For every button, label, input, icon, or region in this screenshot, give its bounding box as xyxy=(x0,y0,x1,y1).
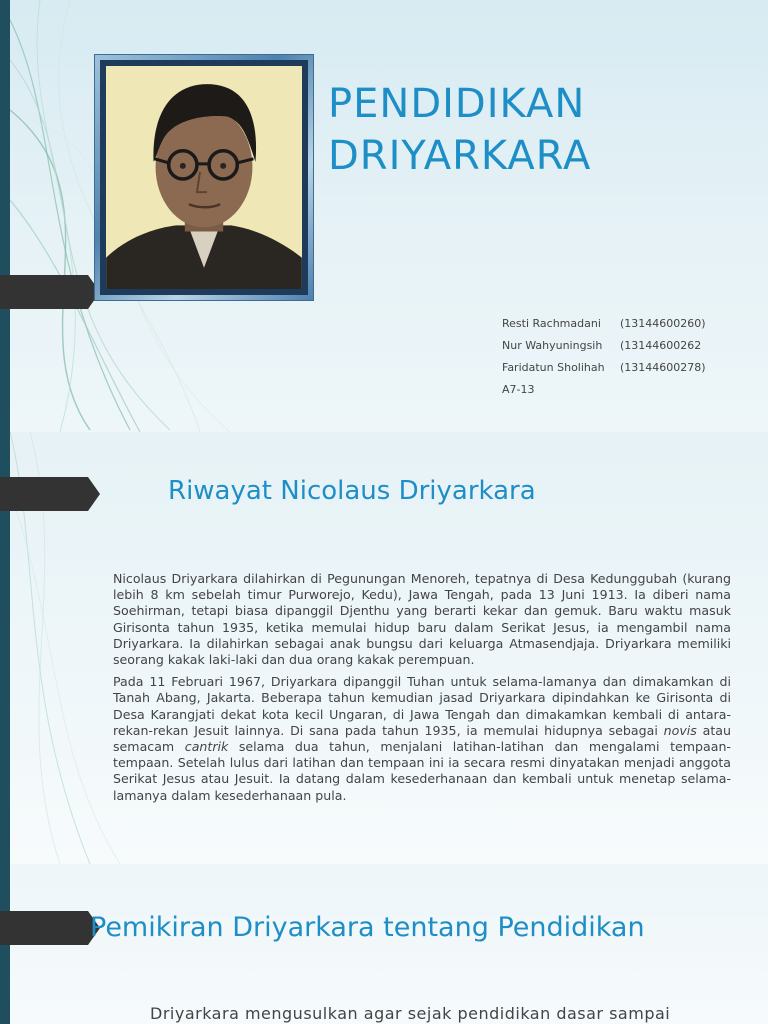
paragraph-2: Pada 11 Februari 1967, Driyarkara dipanggil Tuhan untuk selama-lamanya dan dimakamkan di Tanah Abang, Jakarta. Beberapa tahun kemudian jasad Driyarkara dipindahkan ke Girisonta di Desa Karangjati dekat kota kecil Ungaran, di Jawa Tengah dan dimakamkan kembali di antara-rekan-rekan Jesuit lainnya. Di sana pada tahun 1935, ia memulai hidupnya sebagai novis atau semacam cantrik selama dua tahun, menjalani latihan-latihan dan mengalami tempaan-tempaan. Setelah lulus dari latihan dan tempaan ini ia secara resmi dinyatakan menjadi anggota Serikat Jesus atau Jesuit. Ia datang dalam kesederhanaan dan kembali untuk menetap selama-lamanya dalam kesederhanaan pula. xyxy=(113,674,732,803)
arrow-tab-icon xyxy=(0,477,100,511)
slide-title xyxy=(328,78,591,182)
paragraph-1: Nicolaus Driyarkara dilahirkan di Pegunungan Menoreh, tepatnya di Desa Kedunggubah (kurang lebih 8 km sebelah timur Purworejo, Kedu), Jawa Tengah, pada 13 Juni 1913. Ia diberi nama Soehirman, tetapi biasa dipanggil Djenthu yang berarti kekar dan gemuk. Baru waktu masuk Girisonta tahun 1935, ketika memulai hidup baru dalam Serikat Jesus, ia mengambil nama Driyarkara. Ia dilahirkan sebagai anak bungsu dari keluarga Atmasendjaja. Driyarkara memiliki seorang kakak laki-laki dan dua orang kakak perempuan. xyxy=(113,571,731,668)
arrow-tab-icon xyxy=(0,275,100,309)
title-line-1: PENDIDIKAN xyxy=(328,81,586,127)
author-id: (13144600278) xyxy=(620,361,706,374)
arrow-tab-icon xyxy=(0,911,100,945)
section-heading: Riwayat Nicolaus Driyarkara xyxy=(168,476,536,506)
author-row xyxy=(502,313,706,335)
author-name: Nur Wahyuningsih xyxy=(502,339,603,352)
title-slide xyxy=(0,0,768,432)
body-text: Driyarkara mengusulkan agar sejak pendidikan dasar sampai xyxy=(150,1004,671,1023)
biography-text xyxy=(113,571,731,810)
portrait-photo-icon xyxy=(106,66,302,289)
side-bar xyxy=(0,0,10,432)
portrait-frame xyxy=(95,55,313,300)
section-heading: Pemikiran Driyarkara tentang Pendidikan xyxy=(90,912,645,943)
author-list xyxy=(502,313,706,401)
author-id: (13144600262 xyxy=(620,339,702,352)
class-code-row xyxy=(502,379,706,401)
author-name: Faridatun Sholihah xyxy=(502,361,605,374)
class-code: A7-13 xyxy=(502,383,535,396)
author-id: (13144600260) xyxy=(620,317,706,330)
title-line-2: DRIYARKARA xyxy=(328,133,592,179)
author-row xyxy=(502,357,706,379)
biography-slide xyxy=(0,432,768,864)
author-row xyxy=(502,335,706,357)
education-slide xyxy=(0,864,768,1024)
author-name: Resti Rachmadani xyxy=(502,317,601,330)
